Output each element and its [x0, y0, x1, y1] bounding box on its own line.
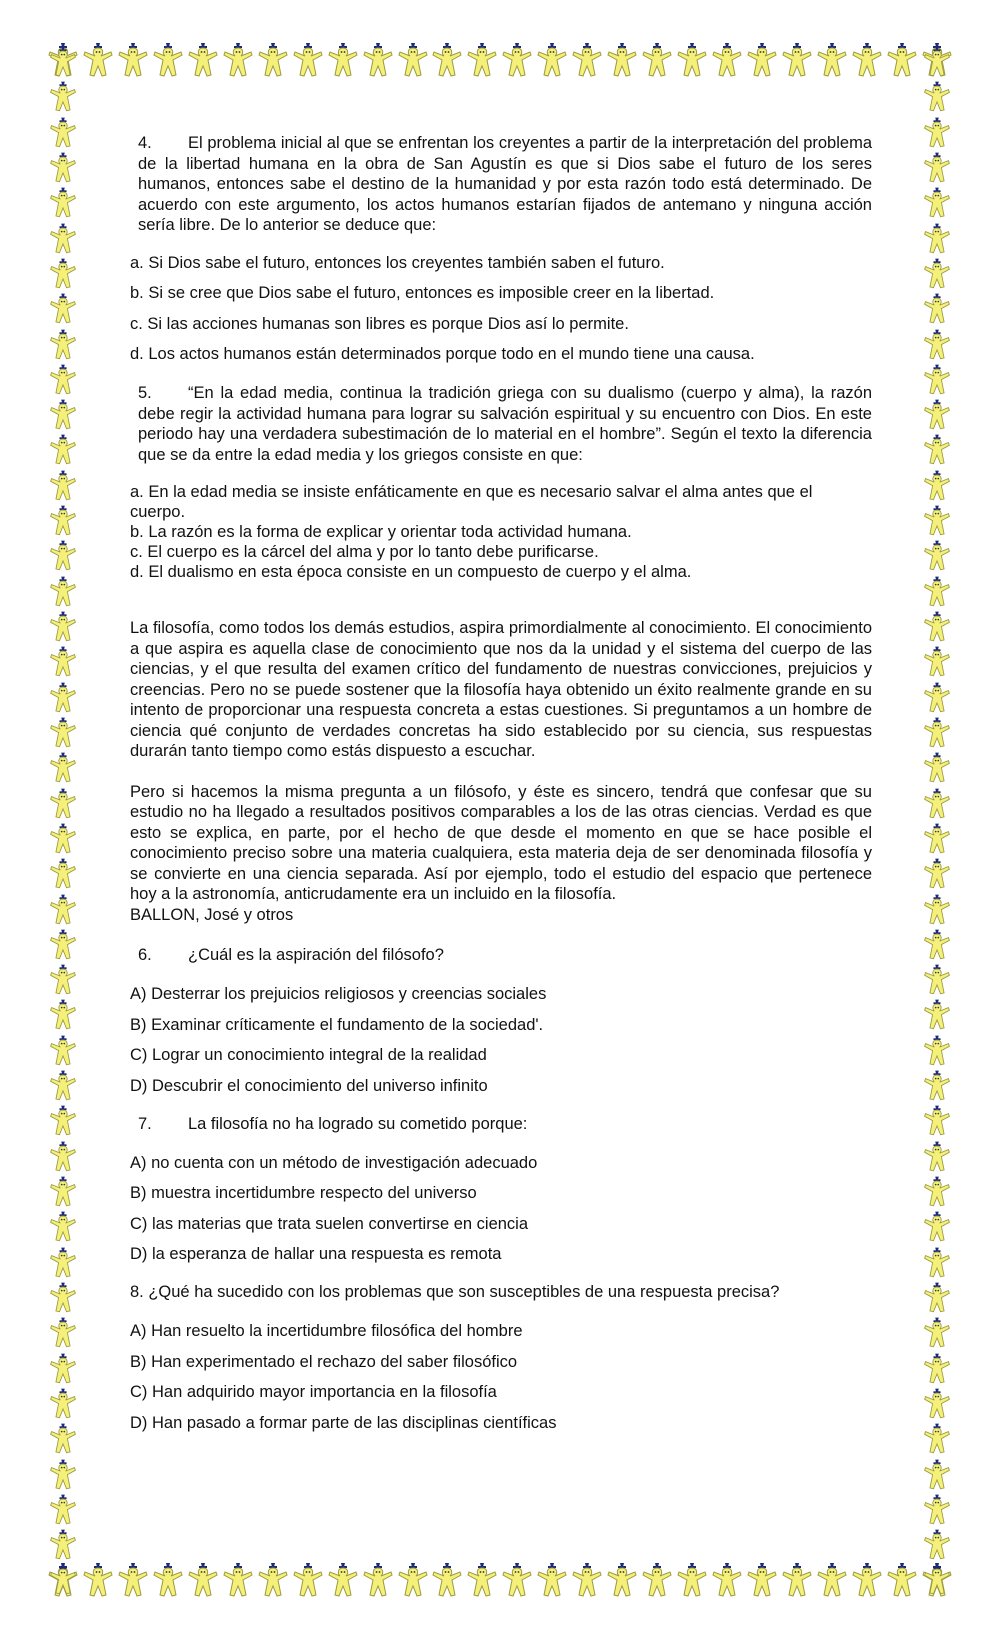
star-figure-icon	[920, 750, 954, 785]
star-figure-icon	[920, 927, 954, 962]
star-figure-icon	[920, 821, 954, 856]
star-figure-icon	[46, 1562, 80, 1597]
star-figure-icon	[885, 1560, 919, 1600]
star-figure-icon	[46, 1421, 80, 1456]
question-5-stem	[130, 383, 872, 465]
option-d: D) Han pasado a formar parte de las disciplinas científicas	[130, 1413, 557, 1432]
star-figure-icon	[46, 1033, 80, 1068]
star-figure-icon	[850, 1560, 884, 1600]
star-figure-icon	[116, 40, 150, 80]
star-figure-icon	[46, 503, 80, 538]
star-figure-icon	[920, 185, 954, 220]
star-figure-icon	[291, 40, 325, 80]
star-figure-icon	[885, 40, 919, 80]
star-figure-icon	[920, 1209, 954, 1244]
star-figure-icon	[920, 1421, 954, 1456]
star-figure-icon	[46, 1386, 80, 1421]
star-figure-icon	[46, 44, 80, 79]
star-figure-icon	[46, 1457, 80, 1492]
question-6	[130, 945, 872, 1096]
option-a: A) Desterrar los prejuicios religiosos y creencias sociales	[130, 985, 547, 1003]
question-number: 5.	[138, 384, 152, 402]
star-figure-icon	[920, 1351, 954, 1386]
star-figure-icon	[186, 40, 220, 80]
star-figure-icon	[81, 1560, 115, 1600]
star-figure-icon	[221, 1560, 255, 1600]
star-figure-icon	[186, 1560, 220, 1600]
option-d: D) Descubrir el conocimiento del universo infinito	[130, 1076, 488, 1095]
star-figure-icon	[46, 1139, 80, 1174]
star-figure-icon	[920, 1139, 954, 1174]
star-figure-icon	[920, 1386, 954, 1421]
star-figure-icon	[920, 291, 954, 326]
star-figure-icon	[920, 680, 954, 715]
star-figure-icon	[46, 256, 80, 291]
star-figure-icon	[46, 1527, 80, 1562]
star-figure-icon	[570, 40, 604, 80]
star-figure-icon	[920, 962, 954, 997]
star-figure-icon	[920, 715, 954, 750]
star-figure-icon	[675, 40, 709, 80]
star-figure-icon	[675, 1560, 709, 1600]
question-4-stem	[130, 133, 872, 236]
star-figure-icon	[256, 1560, 290, 1600]
star-figure-icon	[920, 1492, 954, 1527]
star-figure-icon	[46, 680, 80, 715]
star-figure-icon	[430, 1560, 464, 1600]
question-number: 4.	[138, 134, 152, 152]
star-figure-icon	[920, 856, 954, 891]
option-c: c. El cuerpo es la cárcel del alma y por lo tanto debe purificarse.	[130, 543, 599, 561]
question-7-options	[130, 1153, 872, 1265]
star-figure-icon	[920, 1315, 954, 1350]
left-border	[46, 44, 82, 1598]
star-figure-icon	[920, 44, 954, 79]
option-d: d. El dualismo en esta época consiste en un compuesto de cuerpo y el alma.	[130, 563, 692, 581]
option-d: D) la esperanza de hallar una respuesta es remota	[130, 1245, 502, 1263]
question-6-stem	[130, 945, 872, 965]
star-figure-icon	[745, 1560, 779, 1600]
star-figure-icon	[640, 40, 674, 80]
star-figure-icon	[920, 538, 954, 573]
option-c: C) las materias que trata suelen convertirse en ciencia	[130, 1214, 529, 1233]
star-figure-icon	[920, 79, 954, 114]
star-figure-icon	[920, 1245, 954, 1280]
question-8	[130, 1282, 872, 1433]
star-figure-icon	[920, 503, 954, 538]
right-border	[920, 44, 956, 1598]
star-figure-icon	[920, 574, 954, 609]
star-figure-icon	[361, 1560, 395, 1600]
star-figure-icon	[920, 1527, 954, 1562]
star-figure-icon	[920, 786, 954, 821]
option-b: B) muestra incertidumbre respecto del universo	[130, 1184, 477, 1202]
star-figure-icon	[710, 1560, 744, 1600]
star-figure-icon	[46, 1174, 80, 1209]
star-figure-icon	[465, 40, 499, 80]
question-text: El problema inicial al que se enfrentan los creyentes a partir de la interpretación del problema de la libertad humana en la obra de San Agustín es que si Dios sabe el futuro de los seres humanos, entonces sabe el destino de la humanidad y por esta razón todo está determinado. De acuerdo con este argumento, los actos humanos estarían fijados de antemano y ninguna acción sería libre. De lo anterior se deduce que:	[138, 134, 872, 234]
star-figure-icon	[46, 715, 80, 750]
question-7-stem	[130, 1114, 872, 1134]
option-a: A) no cuenta con un método de investigación adecuado	[130, 1153, 538, 1172]
star-figure-icon	[46, 821, 80, 856]
star-figure-icon	[920, 432, 954, 467]
star-figure-icon	[46, 79, 80, 114]
star-figure-icon	[46, 397, 80, 432]
star-figure-icon	[46, 468, 80, 503]
star-figure-icon	[640, 1560, 674, 1600]
star-figure-icon	[46, 1209, 80, 1244]
star-figure-icon	[396, 40, 430, 80]
star-figure-icon	[920, 644, 954, 679]
star-figure-icon	[780, 1560, 814, 1600]
star-figure-icon	[46, 327, 80, 362]
star-figure-icon	[815, 1560, 849, 1600]
star-figure-icon	[465, 1560, 499, 1600]
star-figure-icon	[46, 574, 80, 609]
star-figure-icon	[46, 1315, 80, 1350]
star-figure-icon	[46, 644, 80, 679]
star-figure-icon	[361, 40, 395, 80]
star-figure-icon	[920, 327, 954, 362]
star-figure-icon	[46, 1280, 80, 1315]
star-figure-icon	[920, 1033, 954, 1068]
question-text: La filosofía no ha logrado su cometido porque:	[188, 1114, 528, 1133]
question-5	[130, 383, 872, 582]
star-figure-icon	[46, 609, 80, 644]
star-figure-icon	[46, 221, 80, 256]
star-figure-icon	[920, 1068, 954, 1103]
option-a: A) Han resuelto la incertidumbre filosófica del hombre	[130, 1322, 523, 1340]
star-figure-icon	[116, 1560, 150, 1600]
option-b: b. Si se cree que Dios sabe el futuro, entonces es imposible creer en la libertad.	[130, 284, 715, 302]
option-d: d. Los actos humanos están determinados porque todo en el mundo tiene una causa.	[130, 345, 755, 363]
star-figure-icon	[46, 856, 80, 891]
star-figure-icon	[605, 1560, 639, 1600]
star-figure-icon	[396, 1560, 430, 1600]
question-8-stem: 8. ¿Qué ha sucedido con los problemas que son susceptibles de una respuesta precisa?	[130, 1283, 780, 1301]
star-figure-icon	[920, 1174, 954, 1209]
option-a: a. Si Dios sabe el futuro, entonces los creyentes también saben el futuro.	[130, 253, 665, 272]
star-figure-icon	[920, 1457, 954, 1492]
reading-paragraph-1: La filosofía, como todos los demás estudios, aspira primordialmente al conocimiento. El conocimiento a que aspira es aquella clase de conocimiento que nos da la unidad y el sistema del cuerpo de las ciencias, y el que resulta del examen crítico del fundamento de nuestras convicciones, prejuicios y creencias. Pero no se puede sostener que la filosofía haya obtenido un éxito realmente grande en su intento de proporcionar una respuesta concreta a estas cuestiones. Si preguntamos a un hombre de ciencia qué conjunto de verdades concretas ha sido establecido por su ciencia, sus respuestas durarán tanto tiempo como estás dispuesto a escuchar.	[130, 619, 872, 760]
star-figure-icon	[535, 40, 569, 80]
star-figure-icon	[46, 892, 80, 927]
star-figure-icon	[920, 362, 954, 397]
star-figure-icon	[920, 221, 954, 256]
star-figure-icon	[920, 1280, 954, 1315]
star-figure-icon	[780, 40, 814, 80]
star-figure-icon	[46, 1068, 80, 1103]
star-figure-icon	[920, 115, 954, 150]
star-figure-icon	[920, 397, 954, 432]
question-number: 7.	[138, 1114, 152, 1133]
star-figure-icon	[326, 1560, 360, 1600]
star-figure-icon	[920, 609, 954, 644]
star-figure-icon	[46, 962, 80, 997]
star-figure-icon	[920, 468, 954, 503]
star-figure-icon	[151, 1560, 185, 1600]
question-7	[130, 1114, 872, 1265]
star-figure-icon	[46, 432, 80, 467]
star-figure-icon	[710, 40, 744, 80]
star-figure-icon	[291, 1560, 325, 1600]
bottom-border	[46, 1560, 954, 1602]
star-figure-icon	[920, 1562, 954, 1597]
question-5-options	[130, 482, 872, 582]
star-figure-icon	[570, 1560, 604, 1600]
star-figure-icon	[535, 1560, 569, 1600]
star-figure-icon	[500, 1560, 534, 1600]
question-4-options	[130, 253, 872, 365]
star-figure-icon	[46, 185, 80, 220]
star-figure-icon	[850, 40, 884, 80]
star-figure-icon	[745, 40, 779, 80]
top-border	[46, 40, 954, 82]
star-figure-icon	[920, 1103, 954, 1138]
reading-author: BALLON, José y otros	[130, 905, 294, 924]
question-number: 6.	[138, 946, 152, 964]
star-figure-icon	[46, 291, 80, 326]
star-figure-icon	[46, 1103, 80, 1138]
question-6-options	[130, 984, 872, 1096]
star-figure-icon	[221, 40, 255, 80]
star-figure-icon	[46, 538, 80, 573]
star-figure-icon	[920, 997, 954, 1032]
star-figure-icon	[920, 892, 954, 927]
star-figure-icon	[256, 40, 290, 80]
star-figure-icon	[46, 750, 80, 785]
star-figure-icon	[46, 927, 80, 962]
star-figure-icon	[326, 40, 360, 80]
star-figure-icon	[920, 150, 954, 185]
reading-paragraph-2: Pero si hacemos la misma pregunta a un filósofo, y éste es sincero, tendrá que confesar que su estudio no ha llegado a resultados positivos comparables a los de las otras ciencias. Verdad es que esto se explica, en parte, por el hecho de que desde el momento en que se hace posible el conocimiento preciso sobre una materia cualquiera, esta materia deja de ser denominada filosofía y se convierte en una ciencia separada. Así por ejemplo, todo el estudio del espacio que pertenece hoy a la astronomía, anticrudamente era un incluido en la filosofía.	[130, 782, 872, 903]
star-figure-icon	[500, 40, 534, 80]
star-figure-icon	[430, 40, 464, 80]
star-figure-icon	[46, 1351, 80, 1386]
star-figure-icon	[46, 150, 80, 185]
star-figure-icon	[81, 40, 115, 80]
star-figure-icon	[46, 1245, 80, 1280]
option-b: B) Han experimentado el rechazo del saber filosófico	[130, 1352, 518, 1371]
question-text: “En la edad media, continua la tradición griega con su dualismo (cuerpo y alma), la razón debe regir la actividad humana para lograr su salvación espiritual y su encuentro con Dios. En este periodo hay una verdadera subestimación de lo material en el hombre”. Según el texto la diferencia que se da entre la edad media y los griegos consiste en que:	[138, 384, 872, 464]
star-figure-icon	[815, 40, 849, 80]
question-text: ¿Cuál es la aspiración del filósofo?	[188, 946, 444, 964]
star-figure-icon	[46, 997, 80, 1032]
reading-passage	[130, 618, 872, 925]
star-figure-icon	[46, 362, 80, 397]
star-figure-icon	[46, 115, 80, 150]
worksheet-content	[130, 133, 872, 1443]
option-b: B) Examinar críticamente el fundamento de la sociedad'.	[130, 1015, 544, 1034]
option-c: C) Han adquirido mayor importancia en la filosofía	[130, 1383, 497, 1401]
star-figure-icon	[46, 1492, 80, 1527]
star-figure-icon	[46, 786, 80, 821]
star-figure-icon	[151, 40, 185, 80]
option-c: c. Si las acciones humanas son libres es porque Dios así lo permite.	[130, 314, 629, 333]
star-figure-icon	[605, 40, 639, 80]
star-figure-icon	[920, 256, 954, 291]
question-4	[130, 133, 872, 364]
question-8-options	[130, 1321, 872, 1433]
option-c: C) Lograr un conocimiento integral de la realidad	[130, 1046, 487, 1064]
option-a: a. En la edad media se insiste enfáticamente en que es necesario salvar el alma antes que el cuerpo.	[130, 483, 813, 521]
option-b: b. La razón es la forma de explicar y orientar toda actividad humana.	[130, 523, 632, 541]
